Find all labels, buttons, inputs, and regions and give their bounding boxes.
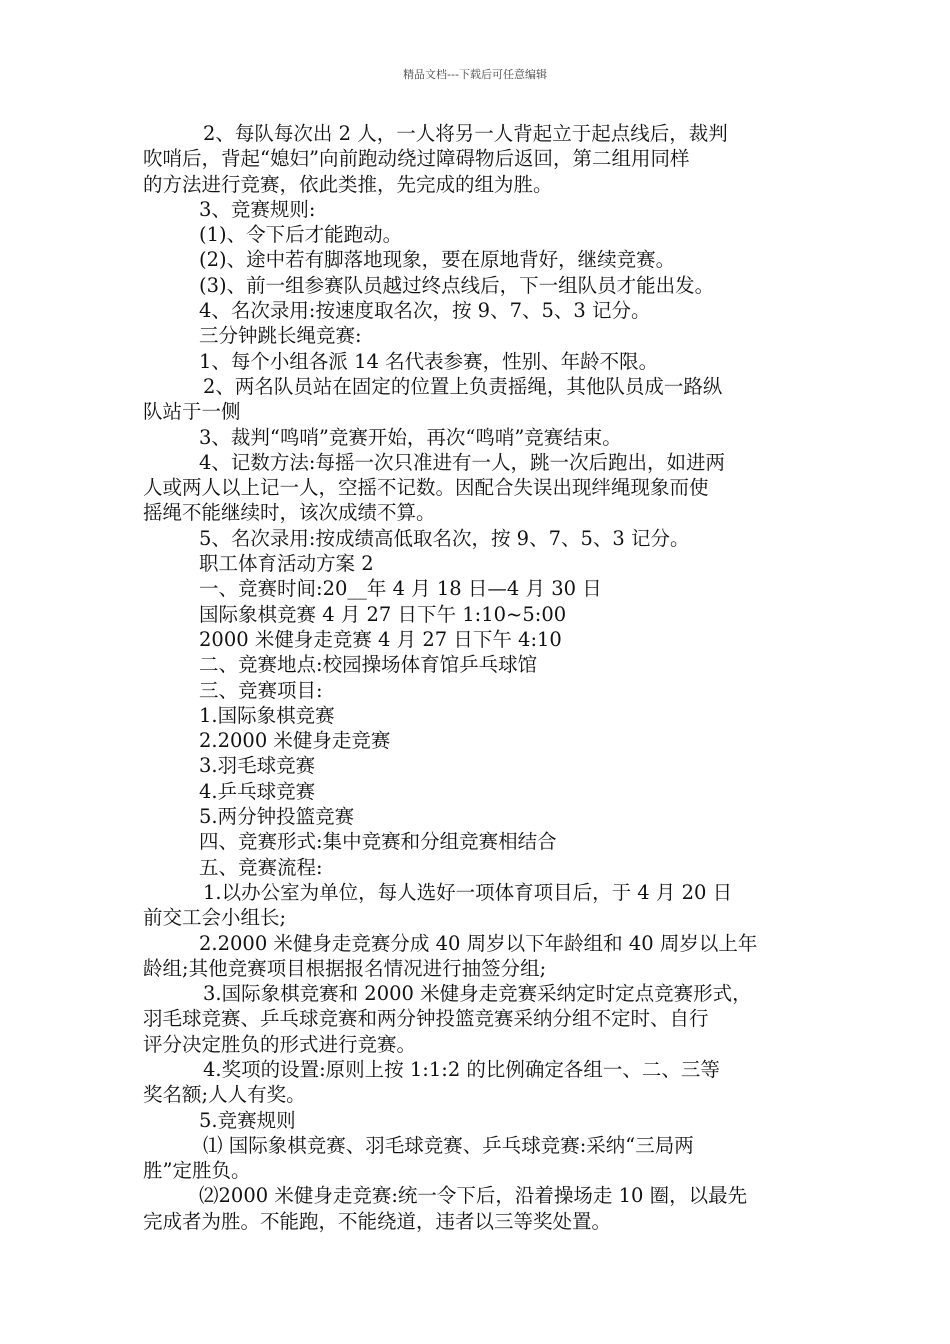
- text-line: 羽毛球竞赛、乒乓球竞赛和两分钟投篮竞赛采纳分组不定时、自行: [143, 1007, 709, 1031]
- text-line: 4.乒乓球竞赛: [199, 779, 316, 803]
- text-line: 2.2000 米健身走竞赛: [199, 729, 391, 753]
- text-line: 完成者为胜。不能跑，不能绕道，违者以三等奖处置。: [143, 1209, 612, 1233]
- text-line: 一、竞赛时间:20__年 4 月 18 日—4 月 30 日: [199, 577, 602, 601]
- text-line: 五、竞赛流程:: [199, 855, 323, 879]
- text-line: (1)、令下后才能跑动。: [199, 223, 403, 247]
- text-line: 2000 米健身走竞赛 4 月 27 日下午 4:10: [199, 627, 562, 651]
- text-line: 3.国际象棋竞赛和 2000 米健身走竞赛采纳定时定点竞赛形式，: [203, 982, 752, 1006]
- text-line: 2、两名队员站在固定的位置上负责摇绳，其他队员成一路纵: [203, 374, 723, 398]
- text-line: 4、名次录用:按速度取名次，按 9、7、5、3 记分。: [199, 299, 651, 323]
- text-line: 前交工会小组长;: [143, 906, 287, 930]
- text-line: 4、记数方法:每摇一次只准进有一人，跳一次后跑出，如进两: [199, 450, 725, 474]
- text-line: 4.奖项的设置:原则上按 1:1:2 的比例确定各组一、二、三等: [203, 1057, 720, 1081]
- text-line: 队站于一侧: [143, 400, 241, 424]
- text-line: 的方法进行竞赛，依此类推，先完成的组为胜。: [143, 172, 553, 196]
- text-line: 1.以办公室为单位，每人选好一项体育项目后，于 4 月 20 日: [203, 880, 733, 904]
- document-body: [143, 121, 811, 1234]
- text-line: ⑴ 国际象棋竞赛、羽毛球竞赛、乒乓球竞赛:采纳“三局两: [203, 1133, 694, 1157]
- text-line: 三、竞赛项目:: [199, 678, 323, 702]
- text-line: 3.羽毛球竞赛: [199, 754, 316, 778]
- text-line: (2)、途中若有脚落地现象，要在原地背好，继续竞赛。: [199, 248, 676, 272]
- text-line: 1.国际象棋竞赛: [199, 703, 335, 727]
- text-line: 1、每个小组各派 14 名代表参赛，性别、年龄不限。: [199, 349, 659, 373]
- text-line: 5.两分钟投篮竞赛: [199, 805, 355, 829]
- text-line: 摇绳不能继续时，该次成绩不算。: [143, 501, 436, 525]
- text-line: 龄组;其他竞赛项目根据报名情况进行抽签分组;: [143, 956, 547, 980]
- text-line: 3、裁判“鸣哨”竞赛开始，再次“鸣哨”竞赛结束。: [199, 425, 622, 449]
- text-line: ⑵2000 米健身走竞赛:统一令下后，沿着操场走 10 圈，以最先: [199, 1184, 748, 1208]
- page-header: 精品文档---下载后可任意编辑: [403, 68, 547, 81]
- text-line: 2、每队每次出 2 人，一人将另一人背起立于起点线后，裁判: [203, 122, 728, 145]
- text-line: 5、名次录用:按成绩高低取名次，按 9、7、5、3 记分。: [199, 526, 690, 550]
- text-line: 3、竞赛规则:: [199, 197, 316, 221]
- text-line: 国际象棋竞赛 4 月 27 日下午 1:10~5:00: [199, 602, 567, 626]
- text-line: 5.竞赛规则: [199, 1108, 296, 1132]
- text-line: 职工体育活动方案 2: [199, 552, 374, 576]
- text-line: 二、竞赛地点:校园操场体育馆乒乓球馆: [199, 653, 538, 677]
- text-line: 三分钟跳长绳竞赛:: [199, 324, 362, 348]
- text-line: 胜”定胜负。: [143, 1159, 251, 1183]
- text-line: 人或两人以上记一人，空摇不记数。因配合失误出现绊绳现象而使: [143, 476, 709, 500]
- text-line: 奖名额;人人有奖。: [143, 1083, 306, 1107]
- text-line: 2.2000 米健身走竞赛分成 40 周岁以下年龄组和 40 周岁以上年: [199, 931, 758, 955]
- text-line: 四、竞赛形式:集中竞赛和分组竞赛相结合: [199, 830, 557, 854]
- text-line: 评分决定胜负的形式进行竞赛。: [143, 1032, 417, 1056]
- text-line: 吹哨后，背起“媳妇”向前跑动绕过障碍物后返回，第二组用同样: [143, 147, 690, 171]
- text-line: (3)、前一组参赛队员越过终点线后，下一组队员才能出发。: [199, 273, 715, 297]
